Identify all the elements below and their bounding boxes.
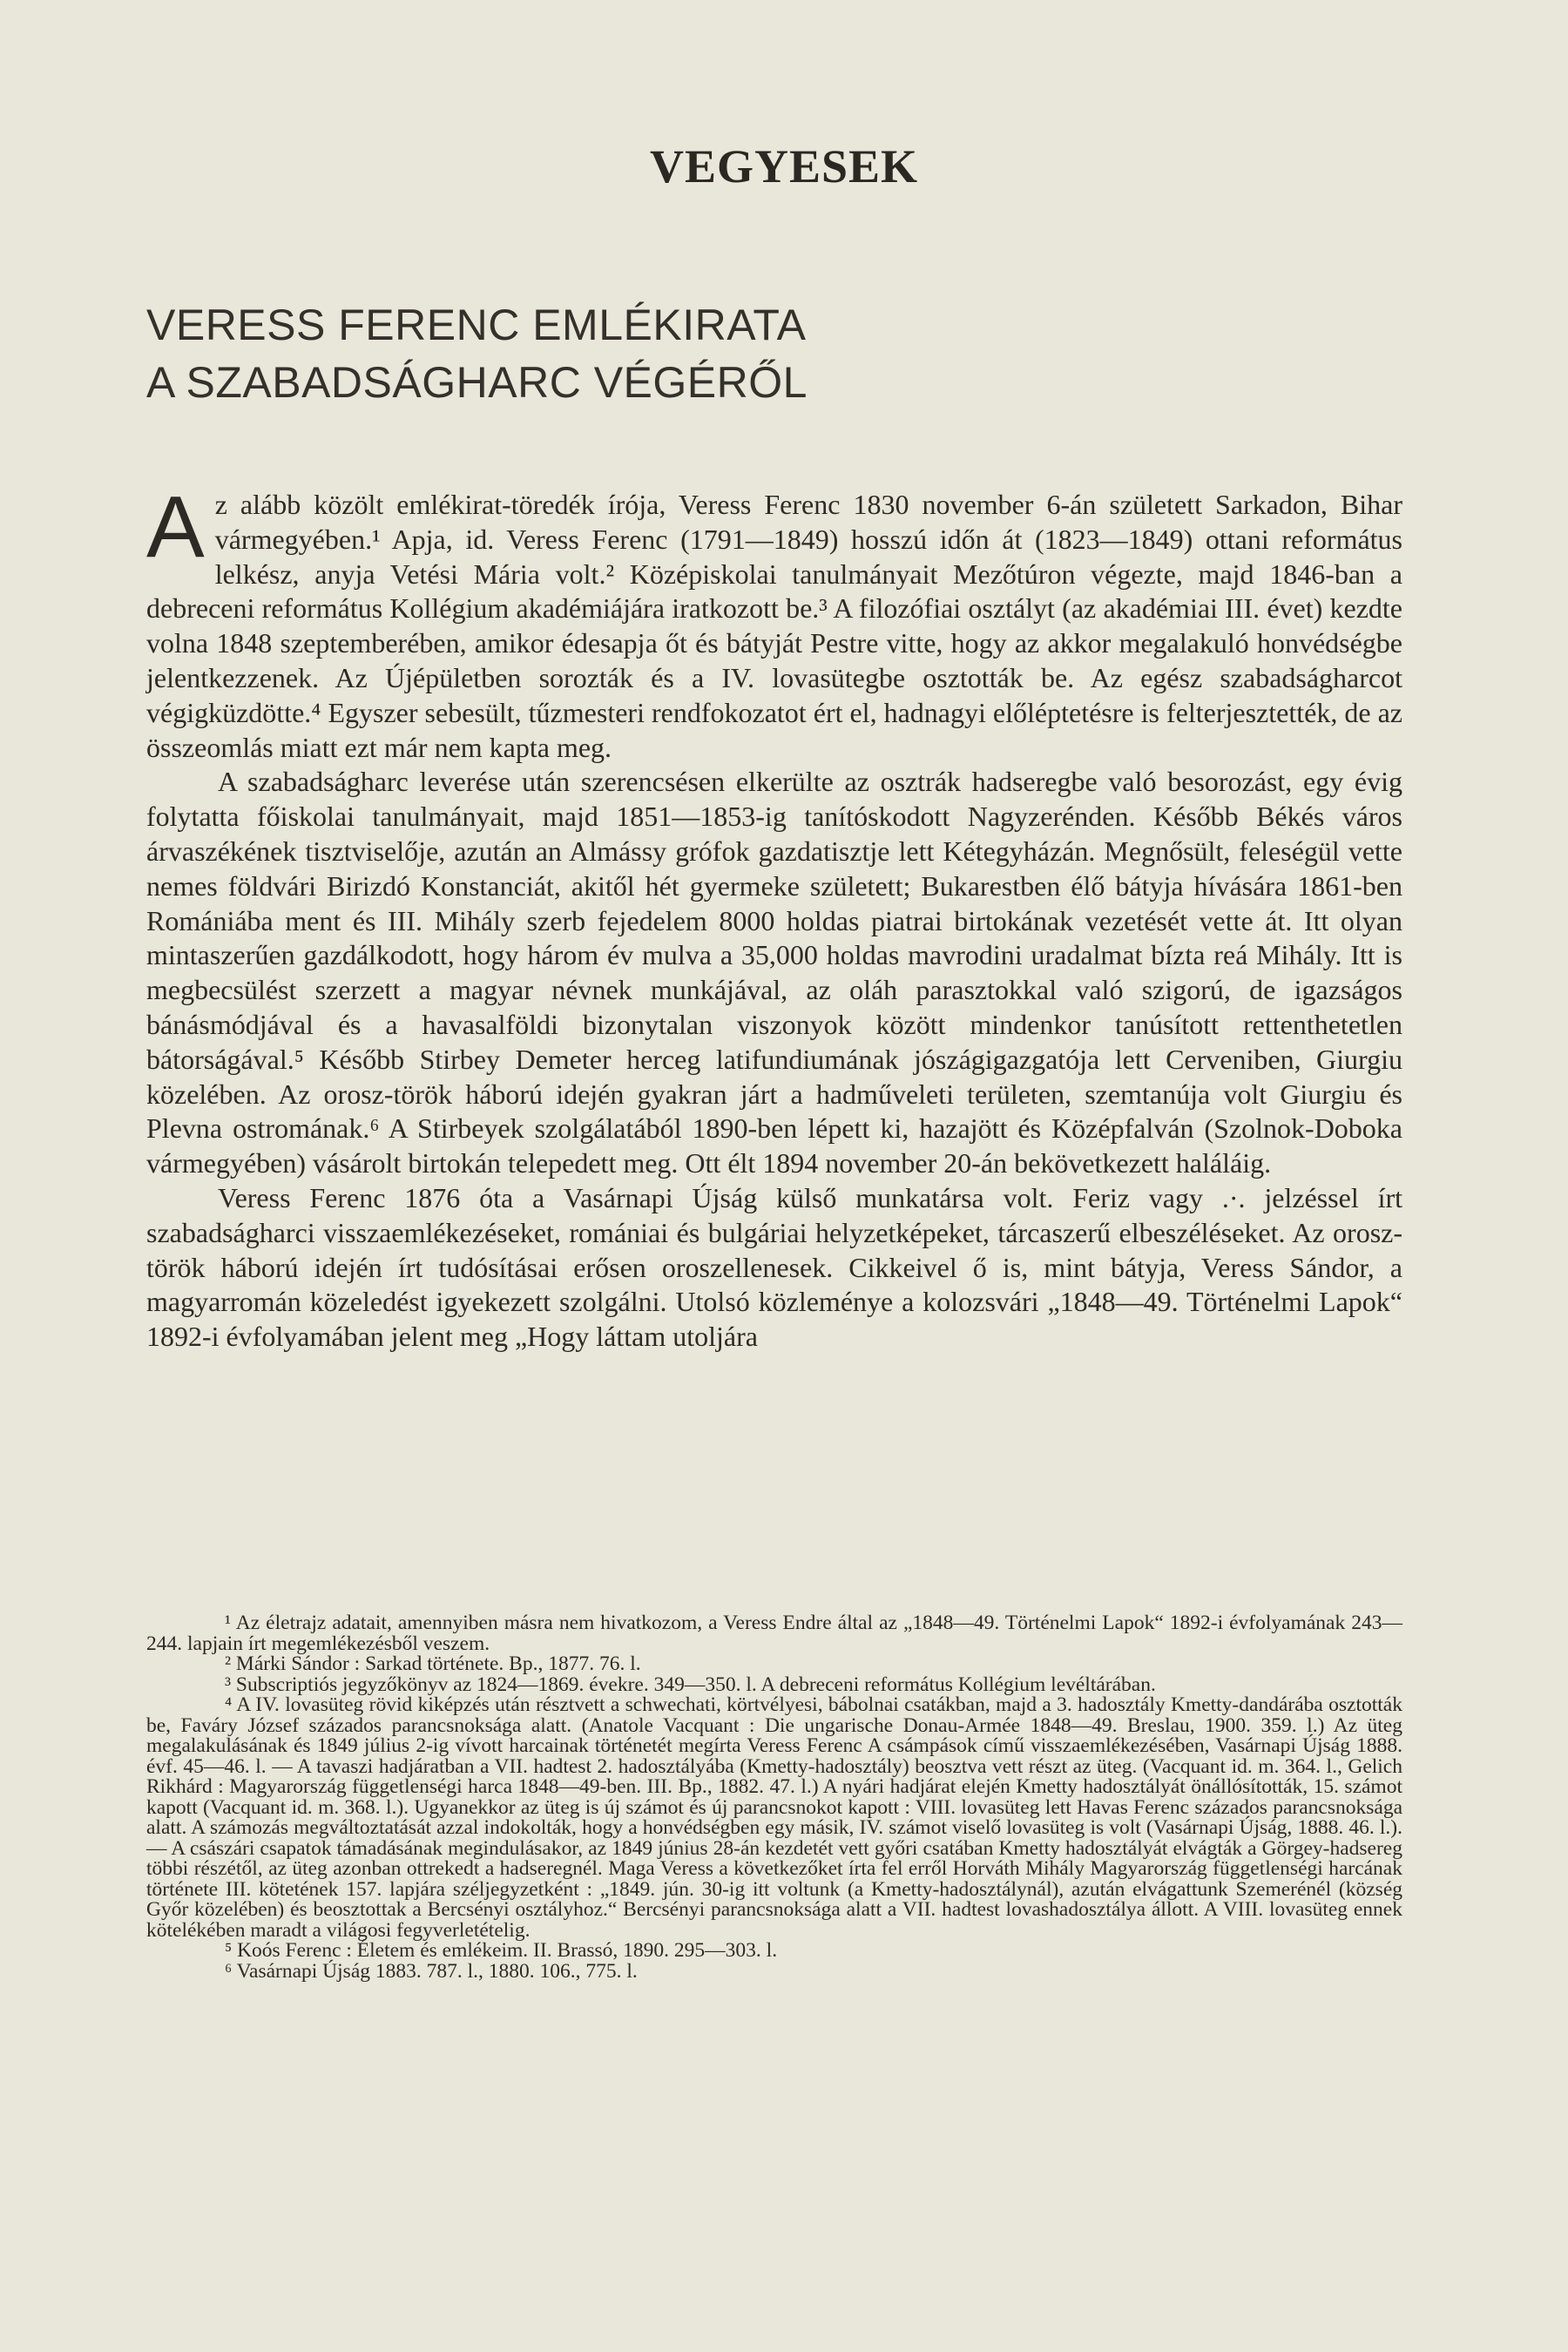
footnote-6: ⁶ Vasárnapi Újság 1883. 787. l., 1880. 106., 775. l. [225, 1959, 638, 1983]
article-body [146, 478, 1402, 1355]
section-header: VEGYESEK [649, 140, 919, 193]
paragraph-1 [146, 478, 1402, 765]
article-title-line-1: VERESS FERENC EMLÉKIRATA [146, 301, 807, 349]
paragraph-3: Veress Ferenc 1876 óta a Vasárnapi Újság külső munkatársa volt. Feriz vagy .·. jelzéssel írt szabadságharci visszaemlékezéseket, romániai és bulgáriai helyzetképeket, tárcaszerű elbeszéléseket. Az orosz-török háború idején írt tudósításai erősen oroszellenesek. Cikkeivel ő is, mint bátyja, Veress Sándor, a magyarromán közeledést igyekezett szolgálni. Utolsó közleménye a kolozsvári „1848—49. Történelmi Lapok“ 1892-i évfolyamában jelent meg „Hogy láttam utoljára [146, 1181, 1402, 1353]
paragraph-2: A szabadságharc leverése után szerencsésen elkerülte az osztrák hadseregbe való besorozást, egy évig folytatta főiskolai tanulmányait, majd 1851—1853-ig tanítóskodott Nagyzerénden. Később Békés város árvaszékének tisztviselője, azután an Almássy grófok gazdatisztje lett Kétegyházán. Megnősült, feleségül vette nemes földvári Birizdó Konstanciát, akitől hét gyermeke született; Bukarestben élő bátyja hívására 1861-ben Romániába ment és III. Mihály szerb fejedelem 8000 holdas piatrai birtokának vezetését vette át. Itt olyan mintaszerűen gazdálkodott, hogy három év mulva a 35,000 holdas mavrodini uradalmat bízta reá Mihály. Itt is megbecsülést szerzett a magyar névnek munkájával, az oláh parasztokkal való szigorú, de igazságos bánásmódjával és a havasalföldi bizonytalan viszonyok között mindenkor tanúsított rettenthetetlen bátorságával.⁵ Később Stirbey Demeter herceg latifundiumának jószágigazgatója lett Cerveniben, Giurgiu közelében. Az orosz-török háború idején gyakran járt a hadműveleti területen, szemtanúja volt Giurgiu és Plevna ostromának.⁶ A Stirbeyek szolgálatából 1890-ben lépett ki, hazajött és Középfalván (Szolnok-Doboka vármegyében) vásárolt birtokán telepedett meg. Ott élt 1894 november 20-án bekövetkezett haláláig. [146, 766, 1402, 1179]
footnote-3: ³ Subscriptiós jegyzőkönyv az 1824—1869. évekre. 349—350. l. A debreceni református Kollégium levéltárában. [225, 1673, 1156, 1696]
drop-cap: A [146, 478, 205, 576]
paragraph-1-text: z alább közölt emlékirat-töredék írója, Veress Ferenc 1830 november 6-án született Sarkadon, Bihar vármegyében.¹ Apja, id. Veress Ferenc (1791—1849) hosszú időn át (1823—1849) ottani református lelkész, anyja Vetési Mária volt.² Középiskolai tanulmányait Mezőtúron végezte, majd 1846-ban a debreceni református Kollégium akadémiájára iratkozott be.³ A filozófiai osztályt (az akadémiai III. évet) kezdte volna 1848 szeptemberében, amikor édesapja őt és bátyját Pestre vitte, hogy az akkor megalakuló honvédségbe jelentkezzenek. Az Újépületben sorozták és a IV. lovasütegbe osztották be. Az egész szabadságharcot végigküzdötte.⁴ Egyszer sebesült, tűzmesteri rendfokozatot ért el, hadnagyi előléptetésre is felterjesztették, de az összeomlás miatt ezt már nem kapta meg. [146, 489, 1402, 763]
footnote-5: ⁵ Koós Ferenc : Életem és emlékeim. II. Brassó, 1890. 295—303. l. [225, 1939, 778, 1962]
footnote-1: ¹ Az életrajz adatait, amennyiben másra nem hivatkozom, a Veress Endre által az „1848—49. Történelmi Lapok“ 1892-i évfolyamának 243—244. lapjain írt megemlékezésből veszem. [146, 1612, 1402, 1655]
footnotes [146, 1613, 1402, 1982]
article-title [146, 296, 1366, 411]
footnote-2: ² Márki Sándor : Sarkad története. Bp., 1877. 76. l. [225, 1652, 641, 1675]
footnote-4: ⁴ A IV. lovasüteg rövid kiképzés után résztvett a schwechati, körtvélyesi, bábolnai csatákban, majd a 3. hadosztály Kmetty-dandárába osztották be, Faváry József százados parancsnoksága alatt. (Anatole Vacquant : Die ungarische Donau-Armée 1848—49. Breslau, 1900. 359. l.) Az üteg megalakulásának és 1849 július 2-ig vívott harcainak történetét megírta Veress Ferenc A csámpások című visszaemlékezésében, Vasárnapi Újság 1888. évf. 45—46. l. — A tavaszi hadjáratban a VII. hadtest 2. hadosztályába (Kmetty-hadosztály) beosztva vett részt az üteg. (Vacquant id. m. 364. l., Gelich Rikhárd : Magyarország függetlenségi harca 1848—49-ben. III. Bp., 1882. 47. l.) A nyári hadjárat elején Kmetty hadosztályát önállósították, 15. számot kapott (Vacquant id. m. 368. l.). Ugyanekkor az üteg is új számot és új parancsnokot kapott : VIII. lovasüteg lett Havas Ferenc százados parancsnoksága alatt. A számozás megváltoztatását azzal indokolták, hogy a honvédségben egy másik, IV. számot viselő lovasüteg is volt (Vasárnapi Újság, 1888. 46. l.). — A császári csapatok támadásának megindulásakor, az 1849 június 28-án kezdetét vett győri csatában Kmetty hadosztályát elvágták a Görgey-hadsereg többi részétől, az üteg azonban ottrekedt a hadseregnél. Maga Veress a következőket írta fel erről Horváth Mihály Magyarország függetlenségi harcának története III. kötetének 157. lapjára széljegyzetként : „1849. jún. 30-ig itt voltunk (a Kmetty-hadosztálynál), azután elvágattunk Szemerénél (község Győr közelében) és beosztottak a Bercsényi osztályhoz.“ Bercsényi parancsnoksága alatt a VII. hadtest lovashadosztálya állott. A VIII. lovasüteg ennek kötelékében maradt a világosi fegyverletételig. [146, 1693, 1402, 1942]
article-title-line-2: A SZABADSÁGHARC VÉGÉRŐL [146, 358, 808, 407]
